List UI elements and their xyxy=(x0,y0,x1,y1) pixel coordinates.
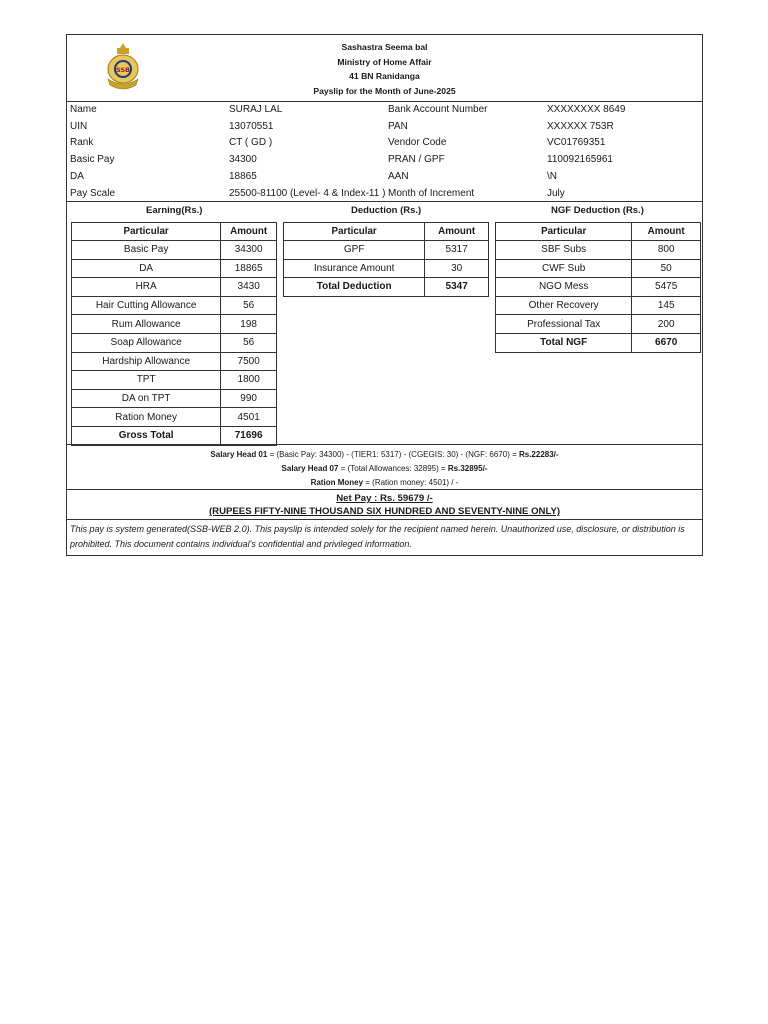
amount-cell: 50 xyxy=(632,259,701,278)
net-pay-words: (RUPEES FIFTY-NINE THOUSAND SIX HUNDRED AND SEVENTY-NINE ONLY) xyxy=(208,506,561,517)
amount-cell: 198 xyxy=(221,315,277,334)
particular-cell: Other Recovery xyxy=(496,296,632,315)
particular-cell: DA xyxy=(72,259,221,278)
payslip xyxy=(66,34,703,556)
total-amount: 6670 xyxy=(632,333,701,352)
amount-cell: 1800 xyxy=(221,371,277,390)
info-row xyxy=(67,135,702,152)
amount-cell: 200 xyxy=(632,315,701,334)
info-label: DA xyxy=(70,170,84,182)
info-value: SURAJ LAL xyxy=(229,104,283,115)
info-value: CT ( GD ) xyxy=(229,137,273,149)
payslip-title: Payslip for the Month of June-2025 xyxy=(313,85,456,96)
table-row xyxy=(72,296,277,315)
table-row xyxy=(72,352,277,371)
particular-cell: Ration Money xyxy=(72,408,221,427)
head-result: Rs.22283/- xyxy=(518,450,559,459)
info-label: Month of Increment xyxy=(388,187,475,199)
column-header: Particular xyxy=(496,223,632,241)
particular-cell: CWF Sub xyxy=(496,259,632,278)
column-header: Amount xyxy=(221,223,277,241)
svg-text:SSB: SSB xyxy=(115,66,131,74)
column-header: Amount xyxy=(425,223,489,241)
info-row xyxy=(67,102,702,119)
org-name: Sashastra Seema bal xyxy=(341,42,428,52)
earnings-table xyxy=(71,222,277,446)
deductions-table xyxy=(283,222,489,297)
amount-cell: 800 xyxy=(632,241,701,260)
particular-cell: Professional Tax xyxy=(496,315,632,334)
amount-cell: 56 xyxy=(221,333,277,352)
head-formula: = (Ration money: 4501) / - xyxy=(363,478,459,487)
info-label: Name xyxy=(70,104,97,115)
head-result: Rs.32895/- xyxy=(447,464,488,473)
amount-cell: 4501 xyxy=(221,408,277,427)
table-row xyxy=(72,408,277,427)
info-label: Pay Scale xyxy=(70,187,116,199)
amount-tables xyxy=(67,220,702,445)
salary-head-01 xyxy=(67,448,702,462)
total-row xyxy=(284,278,489,297)
info-value: July xyxy=(547,187,565,199)
column-header: Particular xyxy=(72,223,221,241)
earning-title: Earning(Rs.) xyxy=(146,205,203,216)
info-value: XXXXXXXX 8649 xyxy=(547,104,626,115)
particular-cell: NGO Mess xyxy=(496,278,632,297)
particular-cell: Insurance Amount xyxy=(284,259,425,278)
particular-cell: Hardship Allowance xyxy=(72,352,221,371)
info-value: VC01769351 xyxy=(547,137,606,149)
payslip-header xyxy=(67,35,702,102)
table-row xyxy=(496,296,701,315)
ngf-deductions-table xyxy=(495,222,701,353)
info-row xyxy=(67,119,702,136)
info-row xyxy=(67,152,702,169)
amount-cell: 56 xyxy=(221,296,277,315)
particular-cell: Basic Pay xyxy=(72,241,221,260)
total-row xyxy=(496,333,701,352)
particular-cell: GPF xyxy=(284,241,425,260)
table-row xyxy=(496,241,701,260)
info-label: Rank xyxy=(70,137,94,149)
info-row xyxy=(67,186,702,203)
info-value: 18865 xyxy=(229,170,257,182)
total-label: Gross Total xyxy=(72,426,221,445)
table-row xyxy=(496,315,701,334)
table-row xyxy=(72,259,277,278)
amount-cell: 5317 xyxy=(425,241,489,260)
table-row xyxy=(72,389,277,408)
salary-heads xyxy=(67,445,702,490)
table-row xyxy=(496,278,701,297)
amount-cell: 18865 xyxy=(221,259,277,278)
disclaimer: This pay is system generated(SSB-WEB 2.0). This payslip is intended solely for the recipient named herein. Unauthorized use, disclosure, or distribution is prohibited. This document contains individual's confidential and privileged information. xyxy=(70,524,685,549)
head-formula: = (Basic Pay: 34300) - (TIER1: 5317) - (CGEGIS: 30) - (NGF: 6670) = xyxy=(267,450,519,459)
amount-cell: 5475 xyxy=(632,278,701,297)
net-pay xyxy=(67,490,702,520)
info-value: 13070551 xyxy=(229,120,274,132)
salary-head-07 xyxy=(67,462,702,476)
info-label: PRAN / GPF xyxy=(388,154,445,166)
ration-money-head xyxy=(67,476,702,490)
info-value: 110092165961 xyxy=(547,154,613,166)
particular-cell: Hair Cutting Allowance xyxy=(72,296,221,315)
particular-cell: HRA xyxy=(72,278,221,297)
table-row xyxy=(284,241,489,260)
table-row xyxy=(72,241,277,260)
ngf-title: NGF Deduction (Rs.) xyxy=(551,205,644,216)
particular-cell: TPT xyxy=(72,371,221,390)
amount-cell: 7500 xyxy=(221,352,277,371)
info-value: \N xyxy=(547,170,557,182)
column-header: Amount xyxy=(632,223,701,241)
particular-cell: Soap Allowance xyxy=(72,333,221,352)
amount-cell: 3430 xyxy=(221,278,277,297)
head-formula: = (Total Allowances: 32895) = xyxy=(338,464,448,473)
total-label: Total NGF xyxy=(496,333,632,352)
total-label: Total Deduction xyxy=(284,278,425,297)
particular-cell: SBF Subs xyxy=(496,241,632,260)
head-label: Ration Money xyxy=(310,478,364,487)
deduction-title: Deduction (Rs.) xyxy=(351,205,422,216)
ministry-name: Ministry of Home Affair xyxy=(337,56,432,67)
table-row xyxy=(72,333,277,352)
employee-info xyxy=(67,102,702,202)
amount-cell: 30 xyxy=(425,259,489,278)
total-amount: 71696 xyxy=(221,426,277,445)
head-label: Salary Head 07 xyxy=(281,464,339,473)
info-label: Bank Account Number xyxy=(388,104,488,115)
net-pay-amount: Net Pay : Rs. 59679 /- xyxy=(336,493,433,504)
unit-name: 41 BN Ranidanga xyxy=(349,71,420,81)
section-titles xyxy=(67,202,702,220)
info-value: XXXXXX 753R xyxy=(547,120,614,132)
info-label: Vendor Code xyxy=(388,137,447,149)
info-label: UIN xyxy=(70,120,88,132)
amount-cell: 145 xyxy=(632,296,701,315)
total-amount: 5347 xyxy=(425,278,489,297)
amount-cell: 990 xyxy=(221,389,277,408)
ssb-emblem-icon xyxy=(103,41,143,93)
info-value: 34300 xyxy=(229,154,257,166)
total-row xyxy=(72,426,277,445)
info-row xyxy=(67,169,702,186)
column-header: Particular xyxy=(284,223,425,241)
particular-cell: DA on TPT xyxy=(72,389,221,408)
table-row xyxy=(496,259,701,278)
table-row xyxy=(72,371,277,390)
table-row xyxy=(284,259,489,278)
info-value: 25500-81100 (Level- 4 & Index-11 ) xyxy=(229,187,386,199)
info-label: AAN xyxy=(388,170,409,182)
head-label: Salary Head 01 xyxy=(210,450,268,459)
table-row xyxy=(72,315,277,334)
info-label: PAN xyxy=(388,120,408,132)
table-row xyxy=(72,278,277,297)
amount-cell: 34300 xyxy=(221,241,277,260)
particular-cell: Rum Allowance xyxy=(72,315,221,334)
info-label: Basic Pay xyxy=(70,154,115,166)
